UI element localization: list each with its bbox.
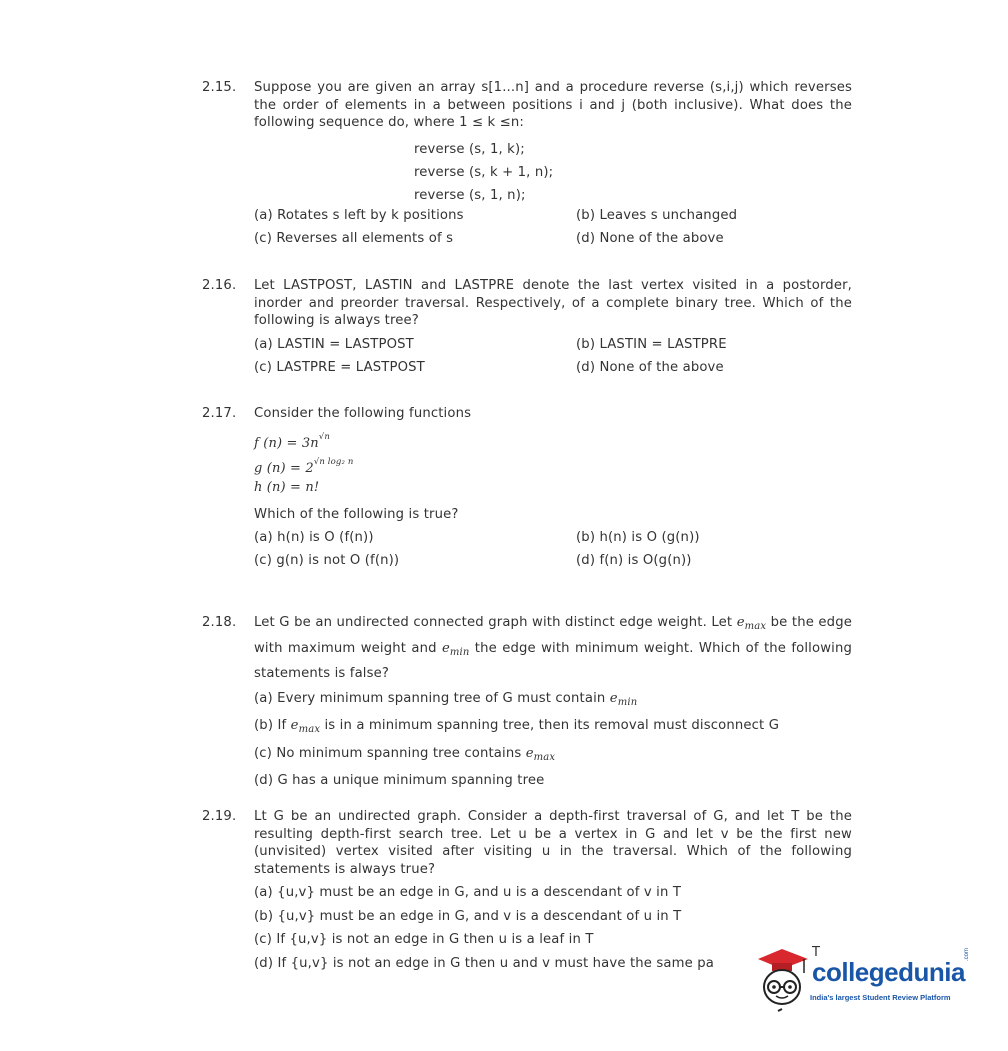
question-text: Let LASTPOST, LASTIN and LASTPRE denote the last vertex visited in a postorder, inorder and preorder traversal. Respectively, of a complete binary tree. Which of the following is always tree? — [254, 278, 852, 328]
function-list — [254, 429, 852, 504]
question-number: 2.19. — [202, 809, 237, 824]
options — [254, 336, 852, 382]
function-g: g $(n) = 2^{√n log_2 n}$ — [254, 456, 354, 476]
option-b: (b) If $e_{max}$ is in a minimum spanning tree, then its removal must disconnect G — [254, 718, 780, 735]
question-2-15 — [202, 79, 852, 253]
question-number: 2.16. — [202, 278, 237, 293]
logo-tagline: India's largest Student Review Platform — [810, 993, 951, 1002]
option-b: (b) {u,v} must be an edge in G, and v is a descendant of u in T — [254, 908, 682, 924]
option-c: (c) No minimum spanning tree contains $e_{max}$ — [254, 745, 556, 763]
option-c: (c) g(n) is not O (f(n)) — [254, 553, 400, 568]
option-d: (d) None of the above — [576, 230, 724, 246]
option-d: (d) G has a unique minimum spanning tree — [254, 773, 545, 788]
code-line: reverse (s, 1, k); — [414, 141, 525, 157]
option-d: (d) None of the above — [576, 359, 724, 375]
question-2-16 — [202, 277, 852, 382]
e-min-symbol: $e_{min}$ — [441, 640, 470, 658]
question-number: 2.15. — [202, 80, 237, 95]
question-prompt: Which of the following is true? — [254, 506, 459, 522]
overflow-text: T — [812, 945, 820, 960]
collegedunia-logo — [752, 943, 992, 1023]
question-text: Let G be an undirected connected graph with distinct edge weight. Let $e_{max}$ be the edge with maximum weight and $e_{min}$ the edge with minimum weight. Which of the following statements is false? — [254, 615, 852, 681]
logo-com: .com — [964, 947, 970, 961]
question-2-18 — [202, 612, 852, 798]
e-max-symbol: $e_{max}$ — [736, 615, 767, 632]
function-f: f $(n) = 3n^{√n}$ — [254, 431, 330, 451]
option-a: (a) Rotates s left by k positions — [254, 207, 464, 223]
options — [254, 207, 852, 253]
options — [254, 688, 852, 798]
question-text: Lt G be an undirected graph. Consider a depth-first traversal of G, and let T be the resulting depth-first search tree. Let u be a vertex in G and let v be the first new (unvisited) vertex visited after visiting u in the traversal. Which of the following statements is always true? — [254, 809, 852, 877]
logo-wordmark: collegedunia — [812, 957, 965, 987]
option-a: (a) h(n) is O (f(n)) — [254, 530, 374, 545]
option-b: (b) h(n) is O (g(n)) — [576, 530, 700, 545]
option-c: (c) LASTPRE = LASTPOST — [254, 359, 425, 375]
question-2-17 — [202, 405, 852, 575]
question-text: Consider the following functions — [254, 406, 472, 421]
option-b: (b) Leaves s unchanged — [576, 207, 738, 223]
option-a: (a) {u,v} must be an edge in G, and u is a descendant of v in T — [254, 885, 682, 900]
code-line: reverse (s, 1, n); — [414, 187, 526, 203]
function-h: h (n) = n! — [254, 479, 320, 495]
options — [254, 529, 852, 575]
option-d: (d) f(n) is O(g(n)) — [576, 553, 692, 568]
question-text: Suppose you are given an array s[1...n] and a procedure reverse (s,i,j) which reverses the order of elements in a between positions i and j (both inclusive). What does the following sequence do, where 1 ≤ k ≤n: — [254, 80, 852, 130]
option-a: (a) Every minimum spanning tree of G must contain $e_{min}$ — [254, 690, 638, 708]
mascot-icon — [752, 943, 814, 1023]
option-a: (a) LASTIN = LASTPOST — [254, 336, 414, 352]
code-line: reverse (s, k + 1, n); — [414, 164, 554, 180]
option-c: (c) If {u,v} is not an edge in G then u is a leaf in T — [254, 932, 594, 947]
option-b: (b) LASTIN = LASTPRE — [576, 336, 727, 352]
option-c: (c) Reverses all elements of s — [254, 230, 454, 246]
question-number: 2.17. — [202, 406, 237, 421]
question-number: 2.18. — [202, 615, 237, 630]
option-d: (d) If {u,v} is not an edge in G then u and v must have the same pa — [254, 955, 715, 971]
code-block — [414, 138, 852, 207]
